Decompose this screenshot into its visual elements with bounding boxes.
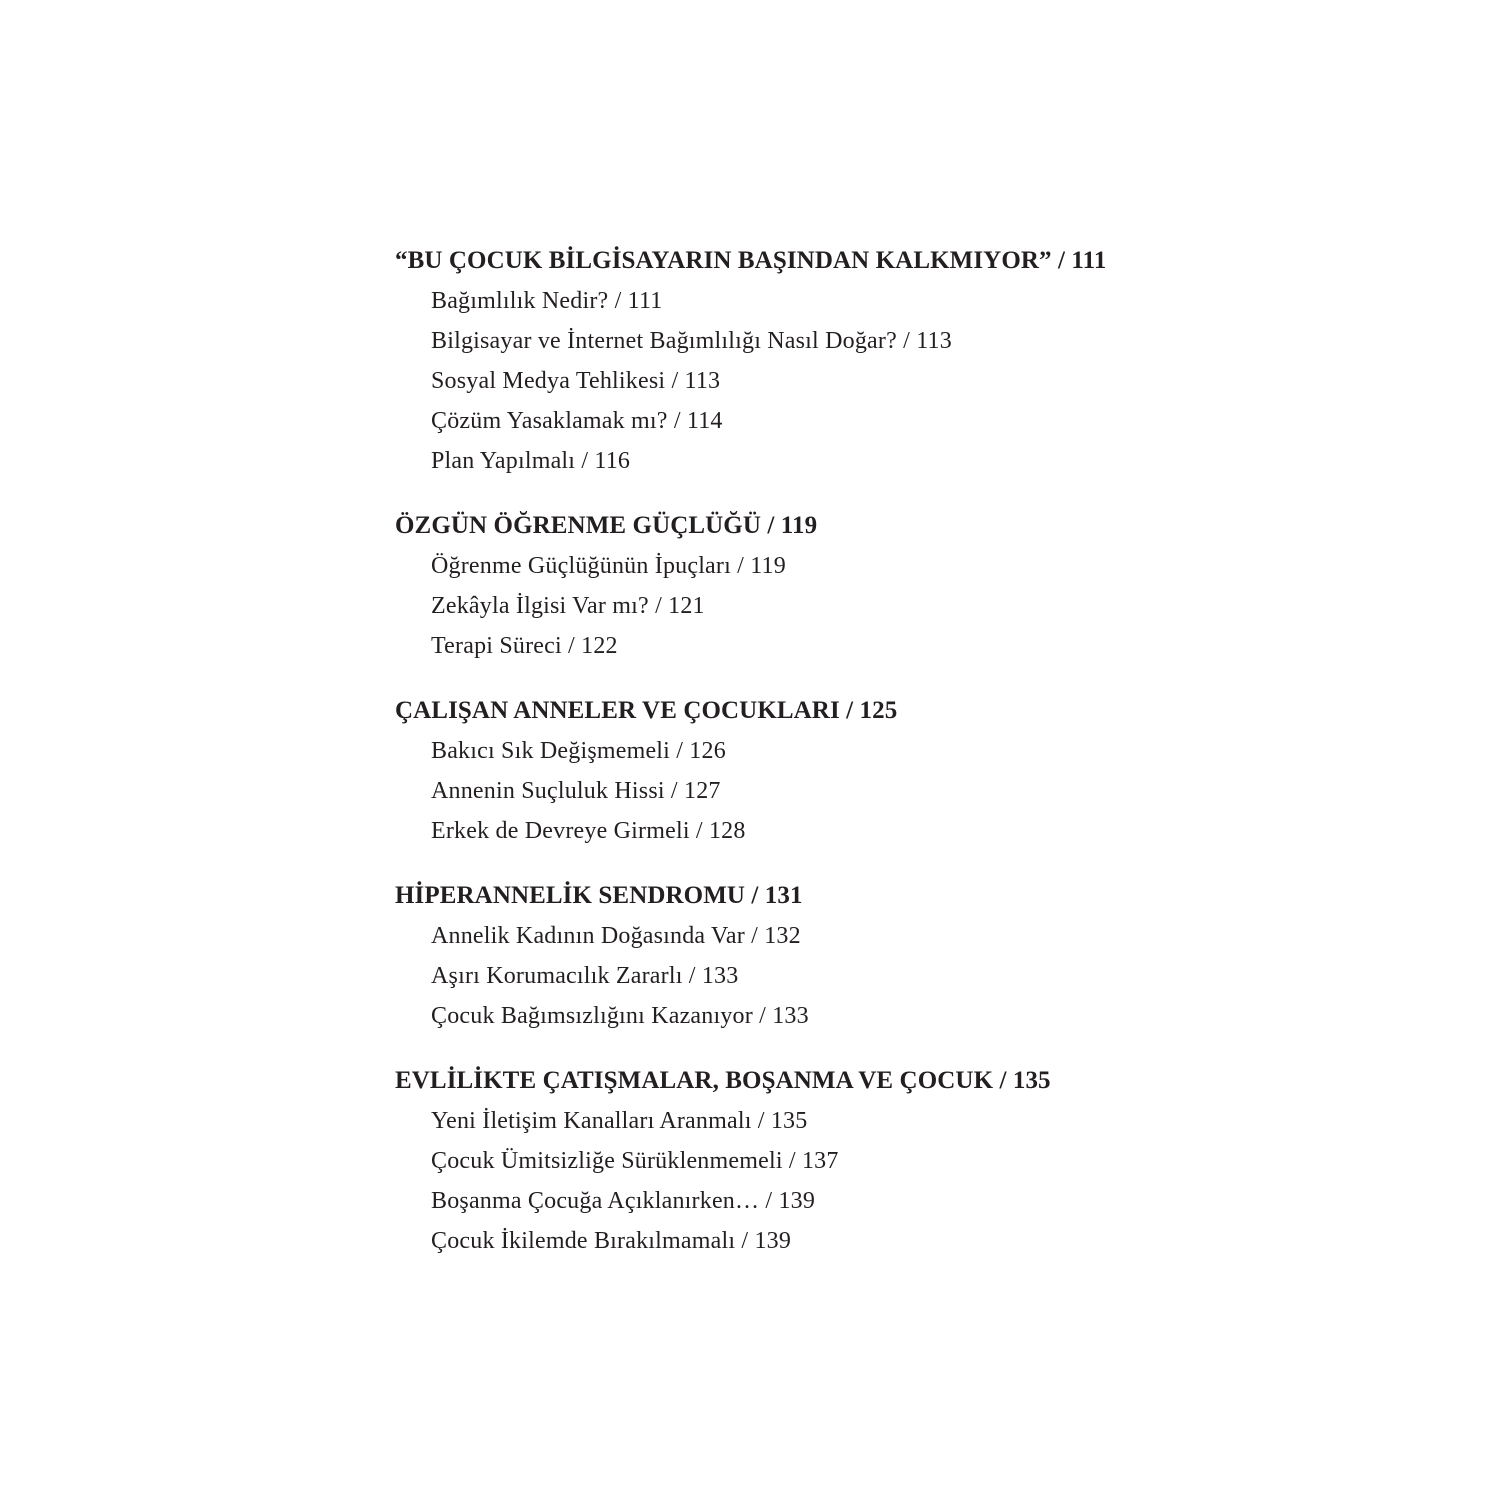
toc-entry: Bağımlılık Nedir? / 111 [431,288,663,314]
toc-entry: Çocuk Bağımsızlığını Kazanıyor / 133 [431,1003,809,1029]
section-heading: HİPERANNELİK SENDROMU / 131 [395,882,803,909]
toc-section [395,1061,1395,1261]
toc-section [395,876,1395,1036]
toc-entry: Zekâyla İlgisi Var mı? / 121 [431,593,705,619]
section-heading: ÖZGÜN ÖĞRENME GÜÇLÜĞÜ / 119 [395,512,818,539]
toc-entry: Bilgisayar ve İnternet Bağımlılığı Nasıl Doğar? / 113 [431,328,952,354]
toc-entry: Çocuk Ümitsizliğe Sürüklenmemeli / 137 [431,1148,839,1174]
toc-entry: Çözüm Yasaklamak mı? / 114 [431,408,723,434]
toc-section [395,241,1395,481]
toc-section [395,691,1395,851]
table-of-contents [395,241,1395,1286]
section-heading: “BU ÇOCUK BİLGİSAYARIN BAŞINDAN KALKMIYOR” / 111 [395,247,1107,274]
section-heading: EVLİLİKTE ÇATIŞMALAR, BOŞANMA VE ÇOCUK / 135 [395,1067,1051,1094]
toc-entry: Erkek de Devreye Girmeli / 128 [431,818,746,844]
toc-entry: Bakıcı Sık Değişmemeli / 126 [431,738,726,764]
toc-entry: Boşanma Çocuğa Açıklanırken… / 139 [431,1188,816,1214]
toc-entry: Yeni İletişim Kanalları Aranmalı / 135 [431,1108,808,1134]
toc-entry: Öğrenme Güçlüğünün İpuçları / 119 [431,553,786,579]
toc-entry: Annelik Kadının Doğasında Var / 132 [431,923,801,949]
toc-section [395,506,1395,666]
toc-entry: Çocuk İkilemde Bırakılmamalı / 139 [431,1228,792,1254]
section-heading: ÇALIŞAN ANNELER VE ÇOCUKLARI / 125 [395,697,898,724]
toc-entry: Plan Yapılmalı / 116 [431,448,631,474]
toc-entry: Terapi Süreci / 122 [431,633,618,659]
toc-entry: Aşırı Korumacılık Zararlı / 133 [431,963,739,989]
toc-entry: Annenin Suçluluk Hissi / 127 [431,778,721,804]
toc-entry: Sosyal Medya Tehlikesi / 113 [431,368,721,394]
